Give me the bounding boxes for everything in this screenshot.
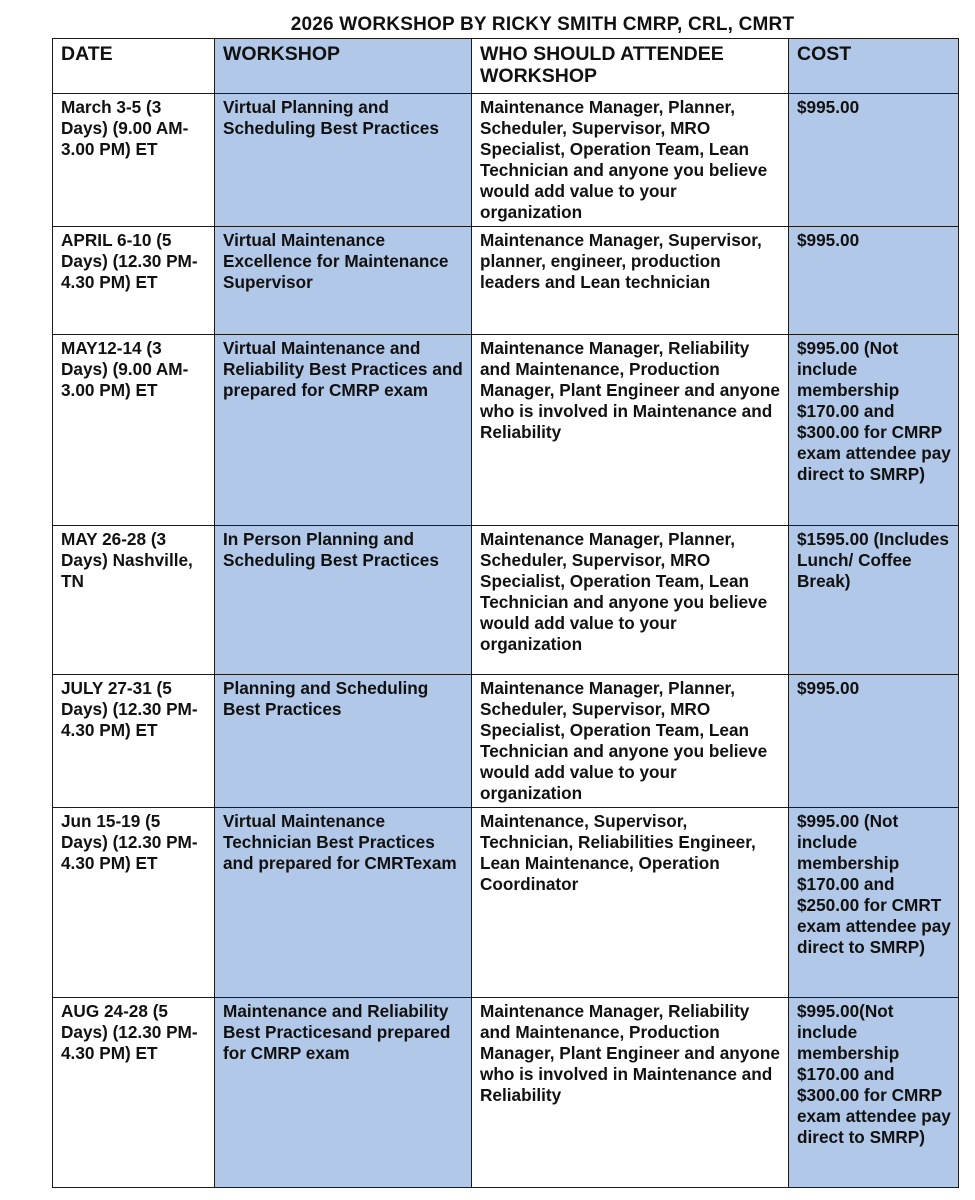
column-header-who-should-attend: WHO SHOULD ATTENDEE WORKSHOP [472,39,789,94]
workshop-cell: In Person Planning and Scheduling Best Practices [215,526,472,675]
table-row [53,94,959,227]
date-cell: APRIL 6-10 (5 Days) (12.30 PM-4.30 PM) ET [53,227,215,335]
workshop-cell: Planning and Scheduling Best Practices [215,675,472,808]
date-cell: Jun 15-19 (5 Days) (12.30 PM-4.30 PM) ET [53,808,215,998]
document-title: 2026 WORKSHOP BY RICKY SMITH CMRP, CRL, CMRT [290,14,795,35]
attendee-cell: Maintenance Manager, Planner, Scheduler, Supervisor, MRO Specialist, Operation Team, Lean Technician and anyone you believe would add value to your organization [472,94,789,227]
table-row [53,335,959,526]
cost-cell: $995.00 (Not include membership $170.00 and $250.00 for CMRT exam attendee pay direct to SMRP) [789,808,959,998]
workshop-cell: Virtual Maintenance and Reliability Best Practices and prepared for CMRP exam [215,335,472,526]
cost-cell: $995.00 [789,227,959,335]
table-header-row [53,39,959,94]
column-header-workshop: WORKSHOP [215,39,472,94]
workshop-cell: Virtual Maintenance Excellence for Maintenance Supervisor [215,227,472,335]
date-cell: AUG 24-28 (5 Days) (12.30 PM-4.30 PM) ET [53,998,215,1188]
table-row [53,808,959,998]
attendee-cell: Maintenance Manager, Planner, Scheduler, Supervisor, MRO Specialist, Operation Team, Lean Technician and anyone you believe would add value to your organization [472,675,789,808]
cost-cell: $1595.00 (Includes Lunch/ Coffee Break) [789,526,959,675]
column-header-date: DATE [53,39,215,94]
attendee-cell: Maintenance, Supervisor, Technician, Reliabilities Engineer, Lean Maintenance, Operation Coordinator [472,808,789,998]
table-row [53,675,959,808]
date-cell: JULY 27-31 (5 Days) (12.30 PM-4.30 PM) ET [53,675,215,808]
table-row [53,998,959,1188]
cost-cell: $995.00(Not include membership $170.00 and $300.00 for CMRP exam attendee pay direct to SMRP) [789,998,959,1188]
table-row [53,227,959,335]
attendee-cell: Maintenance Manager, Reliability and Maintenance, Production Manager, Plant Engineer and anyone who is involved in Maintenance and Reliability [472,998,789,1188]
date-cell: March 3-5 (3 Days) (9.00 AM-3.00 PM) ET [53,94,215,227]
column-header-cost: COST [789,39,959,94]
date-cell: MAY12-14 (3 Days) (9.00 AM-3.00 PM) ET [53,335,215,526]
attendee-cell: Maintenance Manager, Supervisor, planner, engineer, production leaders and Lean technician [472,227,789,335]
cost-cell: $995.00 (Not include membership $170.00 and $300.00 for CMRP exam attendee pay direct to SMRP) [789,335,959,526]
workshop-cell: Maintenance and Reliability Best Practicesand prepared for CMRP exam [215,998,472,1188]
table-row [53,526,959,675]
attendee-cell: Maintenance Manager, Reliability and Maintenance, Production Manager, Plant Engineer and anyone who is involved in Maintenance and Reliability [472,335,789,526]
workshop-table [52,38,959,1188]
attendee-cell: Maintenance Manager, Planner, Scheduler, Supervisor, MRO Specialist, Operation Team, Lean Technician and anyone you believe would add value to your organization [472,526,789,675]
date-cell: MAY 26-28 (3 Days) Nashville, TN [53,526,215,675]
workshop-cell: Virtual Planning and Scheduling Best Practices [215,94,472,227]
cost-cell: $995.00 [789,94,959,227]
cost-cell: $995.00 [789,675,959,808]
workshop-cell: Virtual Maintenance Technician Best Practices and prepared for CMRTexam [215,808,472,998]
